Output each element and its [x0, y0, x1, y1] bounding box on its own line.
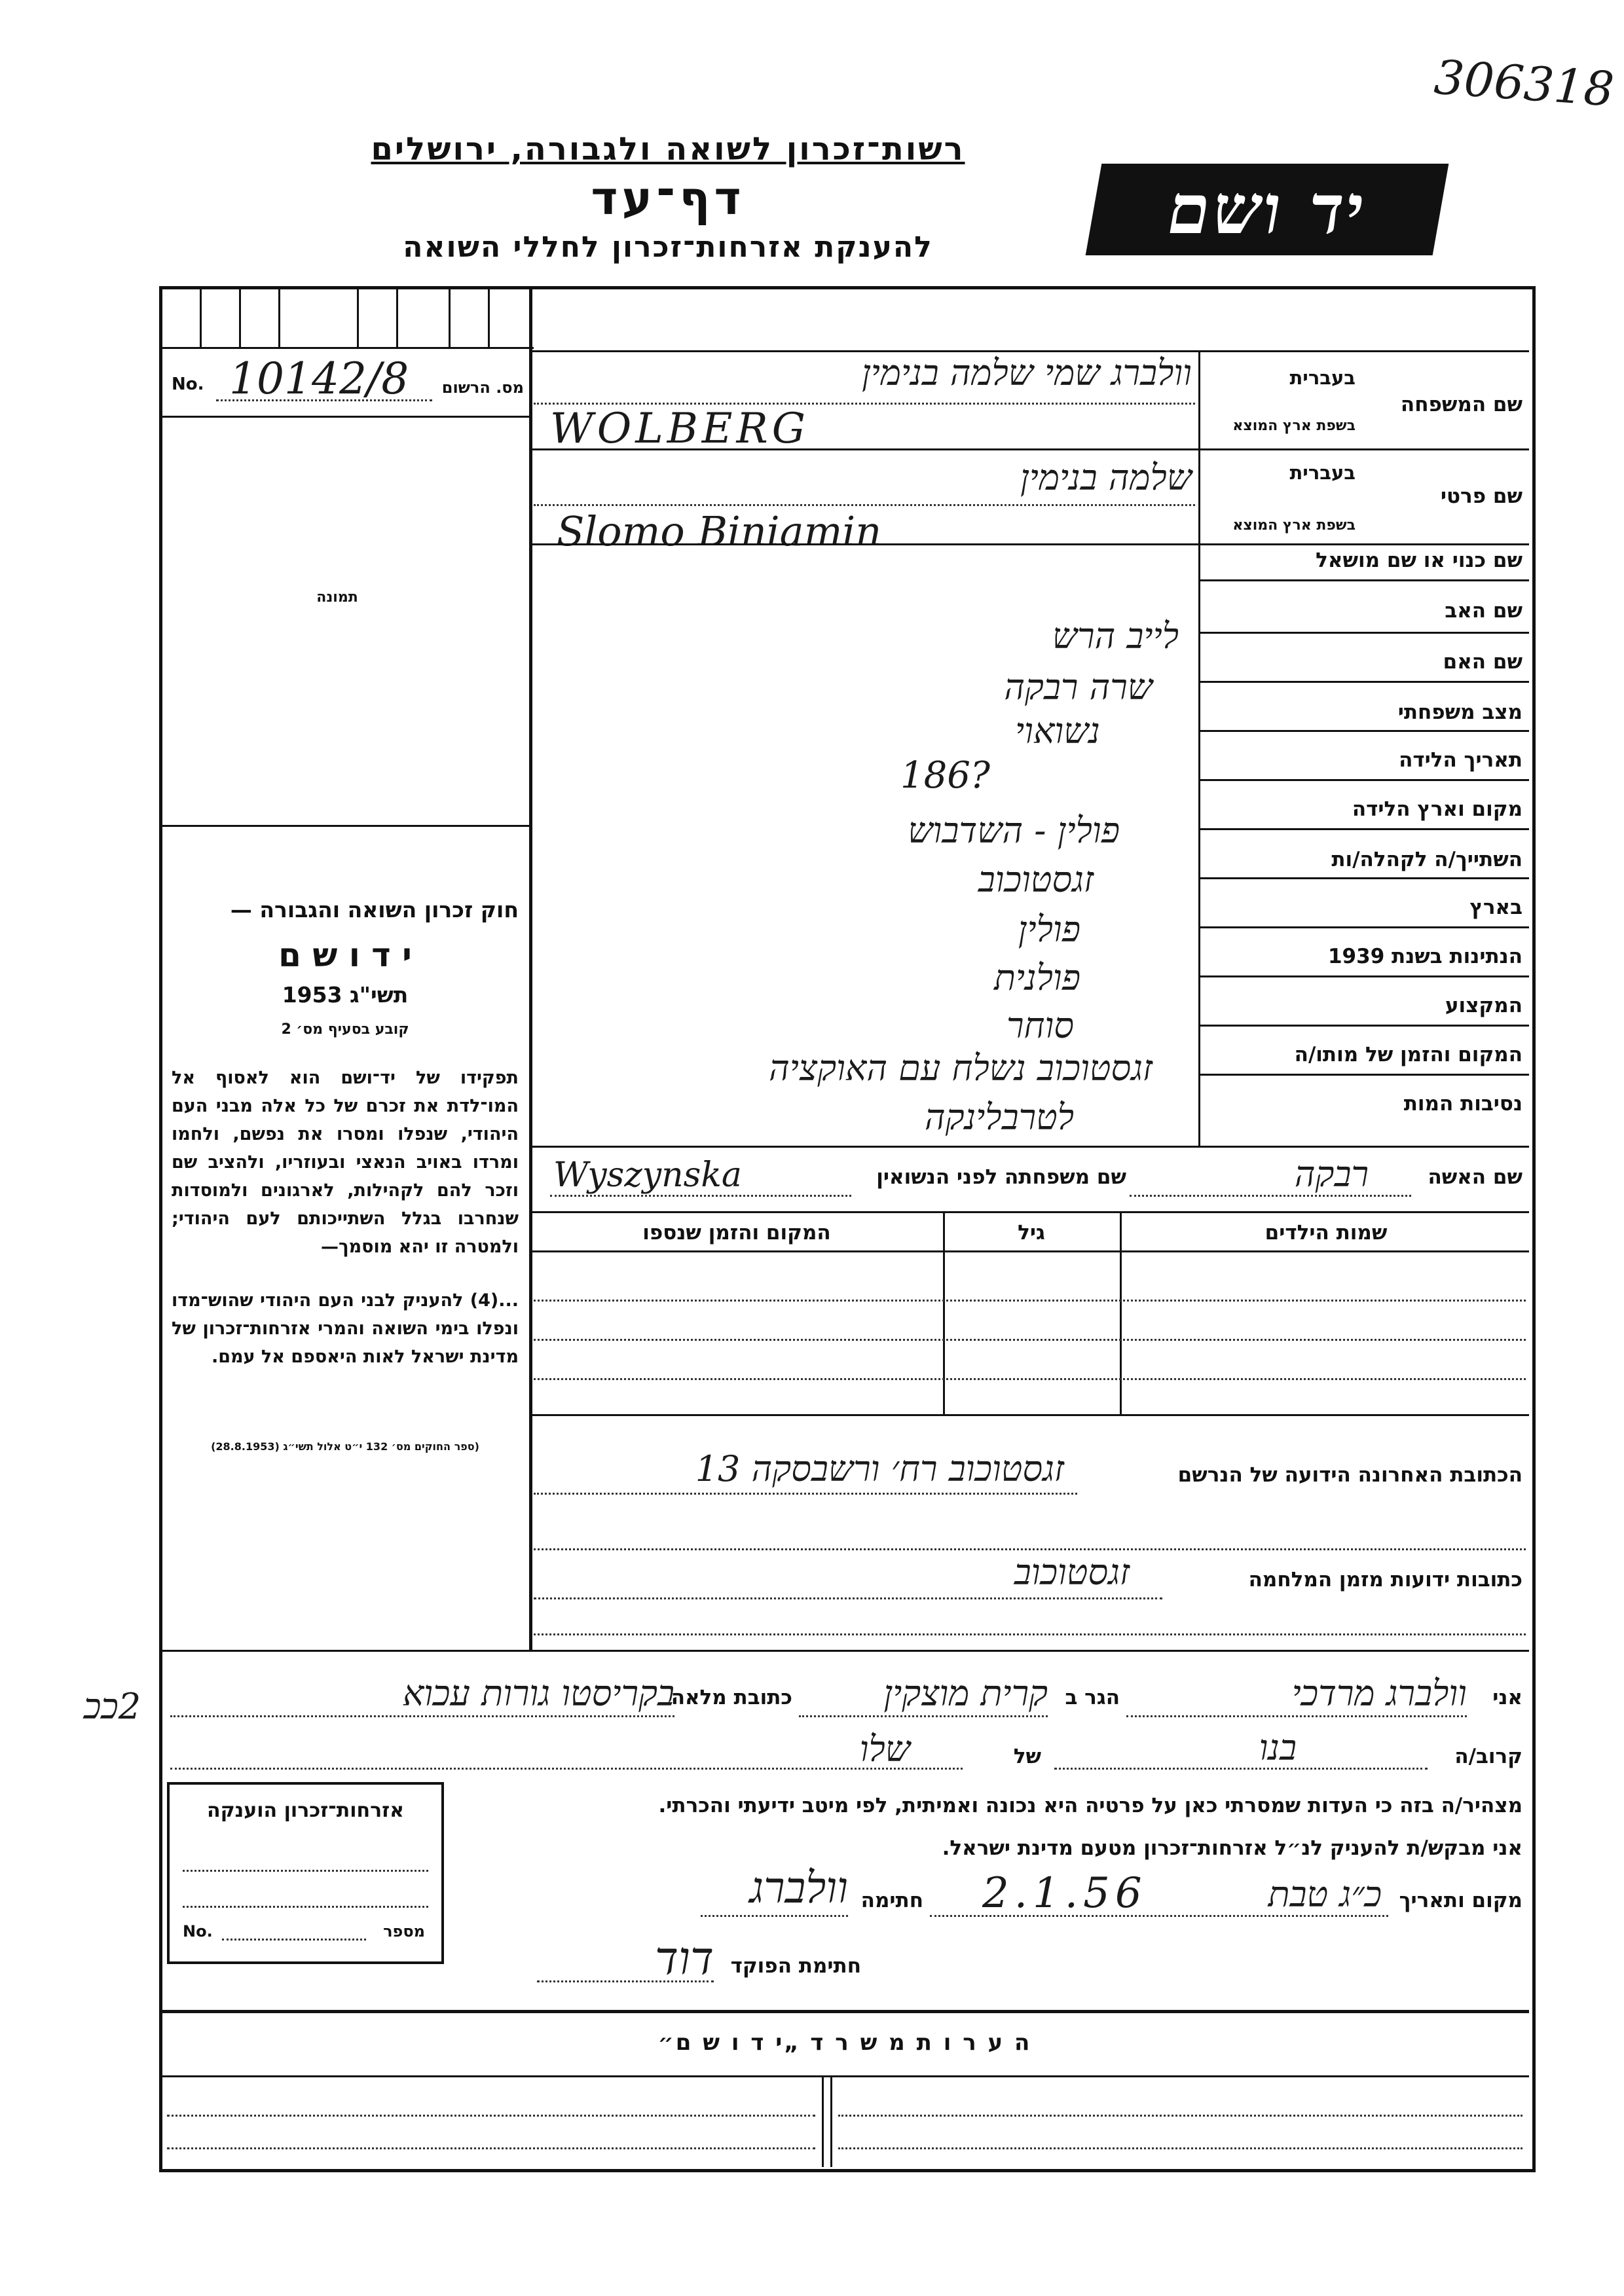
registration-no-label: No.	[172, 374, 204, 394]
relative-label: קרוב/ה	[1454, 1745, 1522, 1768]
war-address-label: כתובות ידועות מזמן המלחמה	[1248, 1568, 1522, 1592]
declaration-statement-2: אני מבקש/ת להעניק לנ״ל אזרחות־זכרון מטעם מדינת ישראל.	[942, 1836, 1522, 1860]
law-title: חוק זכרון השואה והגבורה —	[230, 897, 519, 922]
birth-date-value: 186?	[900, 754, 990, 797]
citizenship-1939-value: פולנית	[993, 957, 1080, 998]
yad-vashem-logo	[1086, 164, 1449, 255]
wife-name-label: שם האשה	[1428, 1165, 1522, 1189]
declaration-margin-note: 2ככ	[84, 1686, 141, 1727]
registration-number: 10142/8	[229, 354, 409, 404]
date-value: 2.1.56	[982, 1869, 1147, 1918]
maiden-name-value: Wyszynska	[553, 1156, 742, 1195]
form-subtitle: להענקת אזרחות־זכרון לחללי השואה	[403, 230, 933, 264]
profession-value: סוחר	[1006, 1005, 1074, 1046]
community-label: השתייך/ה לקהלה/ות	[1331, 848, 1522, 871]
children-age-header: גיל	[1018, 1221, 1045, 1245]
birth-place-value: פולין - השדבוש	[908, 810, 1120, 851]
full-address-value: בקריסטו גורות עכוא	[402, 1673, 674, 1714]
family-name-label: שם המשפחה	[1400, 393, 1522, 416]
of-value: שלו	[859, 1728, 910, 1770]
full-address-label: כתובת מלאה	[671, 1686, 792, 1709]
place-value: כ״ג טבת	[1268, 1874, 1382, 1915]
last-address-value: זגסטוכוב רח׳ ורשבסקה 13	[695, 1448, 1064, 1489]
law-clause: קובע בסעיף מס׳ 2	[281, 1021, 409, 1038]
declaration-statement-1: מצהיר/ה בזה כי העדות שמסרתי כאן על פרטיה היא נכונה ואמיתית, לפי מיטב ידיעתי והכרתי.	[658, 1794, 1522, 1817]
death-circumstances-value: לטרבלינקה	[925, 1097, 1074, 1138]
law-source: (ספר החוקים מס׳ 132 י״ט אלול תשי״ג (28.8.1953)	[211, 1440, 479, 1453]
citizenship-no-label: No.	[183, 1922, 213, 1941]
birth-place-label: מקום וארץ הלידה	[1352, 797, 1522, 821]
last-address-label: הכתובת האחרונה הידועה של הנרשם	[1177, 1463, 1522, 1487]
father-value: לייב הרש	[1052, 615, 1179, 657]
family-name-in-origin: בשפת ארץ המוצא	[1232, 418, 1356, 434]
mother-label: שם האם	[1443, 650, 1522, 674]
signature-label: חתימה	[860, 1889, 923, 1912]
registration-label: מס. הרשום	[441, 378, 524, 397]
war-address-value: זגסטוכוב	[1014, 1552, 1130, 1593]
first-name-label: שם פרטי	[1440, 484, 1522, 508]
maiden-name-label: שם משפחתה לפני הנשואין	[876, 1165, 1126, 1189]
officer-signature-value: דוד	[654, 1931, 714, 1985]
residing-label: הגר ב	[1065, 1686, 1120, 1709]
declarant-label: אני	[1492, 1686, 1522, 1709]
photo-label: תמונה	[316, 589, 358, 606]
first-name-in-origin: בשפת ארץ המוצא	[1232, 517, 1356, 534]
family-name-origin-value: WOLBERG	[550, 405, 809, 453]
declarant-value: וולברג מרדכי	[1291, 1673, 1467, 1714]
citizenship-1939-label: הנתינות בשנת 1939	[1327, 945, 1522, 968]
death-place-time-label: המקום והזמן של מותו/ה	[1294, 1043, 1522, 1066]
authority-title: רשות־זכרון לשואה ולגבורה, ירושלים	[371, 131, 965, 168]
residing-value: קרית מוצקין	[883, 1673, 1048, 1714]
citizenship-number-label: מספר	[383, 1922, 425, 1941]
country-value: פולין	[1018, 909, 1080, 950]
office-notes-title: ה ע ר ו ת מ ש ר ד „י ד ו ש ם״	[657, 2030, 1032, 2056]
signature-value: וולברג	[749, 1863, 848, 1913]
father-label: שם האב	[1445, 599, 1522, 623]
profession-label: המקצוע	[1445, 994, 1522, 1017]
country-label: בארץ	[1469, 896, 1522, 919]
community-value: זגסטוכוב	[978, 859, 1094, 900]
law-body-2: ...(4) להעניק לבני העם היהודי שהוש־מדו ונפלו בימי השואה והמרי אזרחות־זכרון של מדינת ישראל לאות היאספם אל עמם.	[172, 1290, 519, 1367]
office-code-boxes	[160, 288, 529, 347]
first-name-hebrew-value: שלמה בנימין	[1020, 457, 1192, 498]
law-body-1: תפקידו של יד־ושם הוא לאסוף אל המו־לדת את זכרם של כל אלה מבני העם היהודי, שנפלו ומסרו את נפשם, ולחמו ומרדו באויב הנאצי ובעוזריו, ולהציב שם וזכר להם לקהילות, לארגונים ולמוסדות שנחרבו בגלל השתייכותם לעם היהודי; ולמטרה זו יהא מוסמך—	[172, 1068, 519, 1257]
family-name-in-hebrew: בעברית	[1289, 367, 1356, 389]
first-name-origin-value: Slomo Biniamin	[557, 507, 882, 555]
citizenship-granted-title: אזרחות־זכרון הוענקה	[206, 1799, 405, 1822]
family-name-hebrew-value: וולברג שמי שלמה בנימין	[862, 352, 1192, 393]
archive-number: 306318	[1432, 49, 1616, 117]
first-name-in-hebrew: בעברית	[1289, 462, 1356, 484]
marital-status-value: נשואוי	[1015, 710, 1100, 752]
birth-date-label: תאריך הלידה	[1399, 748, 1522, 772]
children-names-header: שמות הילדים	[1264, 1221, 1388, 1245]
form-title: דף־עד	[591, 172, 745, 225]
logo-text: יד ושם	[1160, 169, 1374, 249]
citizenship-granted-box	[167, 1782, 444, 1964]
of-label: של	[1013, 1745, 1041, 1768]
law-name: י ד ו ש ם	[278, 936, 412, 974]
wife-name-value: רבקה	[1294, 1154, 1369, 1195]
death-circumstances-label: נסיבות המות	[1403, 1092, 1522, 1116]
law-year: תשי"ג 1953	[282, 982, 409, 1008]
nickname-label: שם כנוי או שם מושאל	[1316, 549, 1522, 572]
death-place-time-value: זגסטוכוב נשלח עם האוקציה	[769, 1048, 1153, 1089]
mother-value: שרה רבקה	[1004, 666, 1153, 708]
relative-value: בנו	[1259, 1727, 1297, 1768]
officer-signature-label: חתימת הפוקד	[730, 1954, 861, 1978]
place-date-label: מקום ותאריך	[1399, 1889, 1522, 1912]
children-place-header: המקום והזמן שנספו	[642, 1221, 831, 1245]
marital-status-label: מצב משפחתי	[1397, 701, 1522, 724]
